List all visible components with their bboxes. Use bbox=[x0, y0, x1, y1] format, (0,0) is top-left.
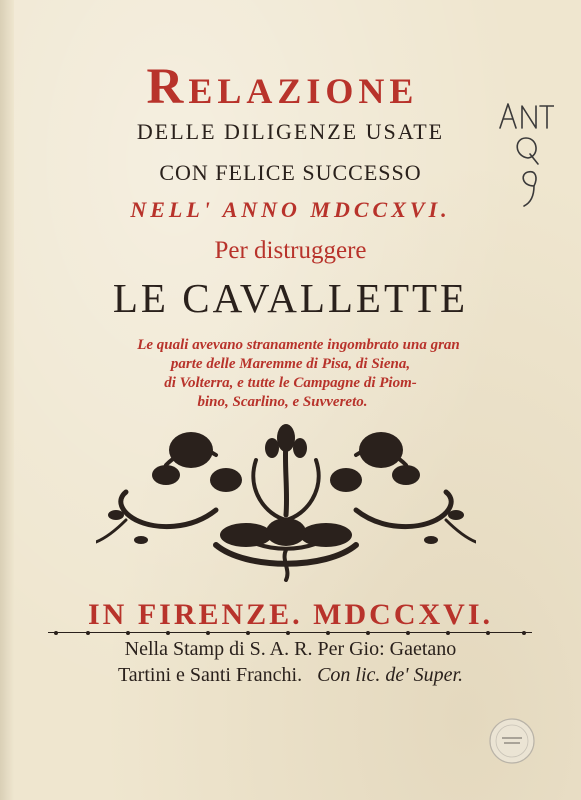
printer-line-2 bbox=[0, 664, 581, 687]
title-line-subject: LE CAVALLETTE bbox=[112, 275, 469, 321]
subtitle-line-4: bino, Scarlino, e Suvvereto. bbox=[197, 394, 368, 410]
subtitle-line-1: Le quali avevano stranamente ingombrato una gran bbox=[137, 337, 460, 353]
title-line-2: DELLE DILIGENZE USATE bbox=[136, 119, 445, 144]
title-line-year: NELL' ANNO MDCCXVI. bbox=[130, 197, 451, 222]
handwritten-shelfmark-icon bbox=[494, 98, 554, 218]
title-line-purpose: Per distruggere bbox=[214, 237, 367, 264]
main-title: Relazione bbox=[146, 59, 419, 115]
imprint-city: IN FIRENZE. MDCCXVI. bbox=[87, 598, 493, 631]
foliate-ornament-icon bbox=[96, 420, 476, 582]
title-line-3: CON FELICE SUCCESSO bbox=[159, 160, 422, 185]
printer-line-1: Nella Stamp di S. A. R. Per Gio: Gaetano bbox=[124, 638, 457, 660]
library-stamp-icon bbox=[488, 717, 536, 765]
subtitle-line-3: di Volterra, e tutte le Campagne di Piom- bbox=[164, 375, 417, 391]
subtitle-line-2: parte delle Maremme di Pisa, di Siena, bbox=[170, 356, 411, 372]
printer-names: Tartini e Santi Franchi. bbox=[117, 664, 303, 686]
license-note: Con lic. de' Super. bbox=[317, 664, 464, 686]
ornament-rule-icon bbox=[48, 630, 532, 636]
